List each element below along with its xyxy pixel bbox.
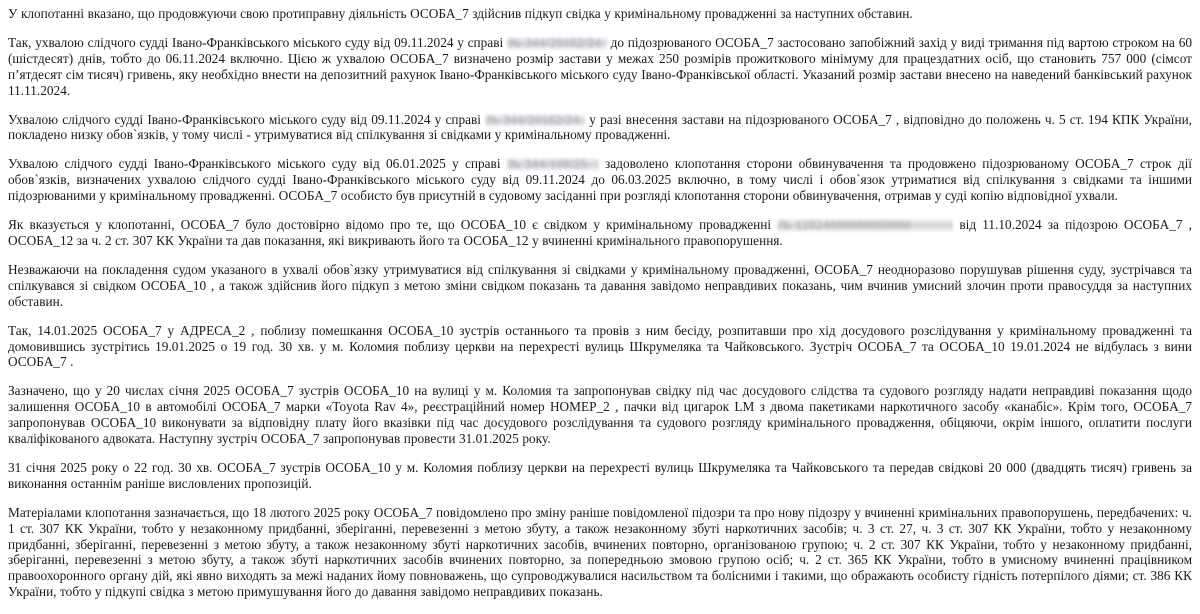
paragraph <box>8 505 1192 600</box>
redacted-case-number: № 344/20182/24 <box>507 37 607 50</box>
paragraph-text: Матеріалами клопотання зазначається, що 18 лютого 2025 року ОСОБА_7 повідомлено про зміну раніше повідомленої підозри та про нову підозру у вчиненні кримінальних правопорушень, передбачених: ч. 1 ст. 307 КК України, тобто у незаконному придбанні, зберіганні, перевезенні з метою збуту, а також незаконному збуті наркотичних засобів; ч. 3 ст. 27, ч. 3 ст. 307 КК України, тобто у незаконному придбанні, зберіганні, перевезенні з метою збуту, а також незаконному збуті наркотичних засобів, вчинених повторно, організованою групою; ч. 2 ст. 307 КК України, тобто у незаконному придбанні, зберіганні, перевезенні з метою збуту, а також збуті наркотичних засобів вчинених повторно, за попередньою змовою групою осіб; ч. 2 ст. 365 КК України, тобто в умисному вчиненні працівником правоохоронного органу дій, які явно виходять за межі наданих йому повноважень, що супроводжувалися насильством та болісними і такими, що ображають особисту гідність потерпілого діями; ст. 386 КК України, тобто у підкупі свідка з метою примушування його до давання завідомо неправдивих показань. <box>8 504 1192 600</box>
paragraph <box>8 156 1192 204</box>
paragraph-text: У клопотанні вказано, що продовжуючи свою протиправну діяльність ОСОБА_7 здійснив підкуп свідка у кримінальному провадженні за наступних обставин. <box>8 6 913 21</box>
paragraph-text: у разі внесення застави на підозрюваного ОСОБА_7 , відповідно до положень ч. 5 ст. 194 КПК України, покладено низку обов`язків, у тому числі - утримуватися від спілкування зі свідками у кримінальному провадженні. <box>8 111 1193 143</box>
paragraph <box>8 6 1192 22</box>
paragraph <box>8 112 1192 144</box>
paragraph <box>8 35 1192 99</box>
paragraph <box>8 460 1192 492</box>
redacted-case-number: № 344/108/25 <box>507 158 599 171</box>
paragraph-text: до підозрюваного ОСОБА_7 застосовано запобіжний захід у виді тримання під вартою строком на 60 (шістдесят) днів, тобто до 06.11.2024 включно. Цією ж ухвалою ОСОБА_7 визначено розмір застави у межах 250 розмірів прожиткового мінімуму для працездатних осіб, що становить 757 000 (сімсот п’ятдесят сім тисяч) гривень, яку необхідно внести на депозитний рахунок Івано-Франківського міського суду Івано-Франківської області. Указаний розмір застави внесено на наведений банківський рахунок 11.11.2024. <box>8 34 1192 98</box>
paragraph-text: Ухвалою слідчого судді Івано-Франківського міського суду від 09.11.2024 у справі <box>8 111 486 127</box>
paragraph <box>8 262 1192 310</box>
paragraph-text: задоволено клопотання сторони обвинувачення та продовжено підозрюваному ОСОБА_7 строк дії обов`язків, визначених ухвалою слідчого судді Івано-Франківського міського суду від 09.11.2024 до 06.03.2025 включно, в тому числі і обов`язок утриматися від спілкування з свідками та іншими підозрюваними у кримінальному провадженні. ОСОБА_7 особисто був присутній в судовому засіданні при розгляді клопотання сторони обвинувачення, отримав у суді копію відповідної ухвали. <box>8 156 1192 204</box>
paragraph-text: Як вказується у клопотанні, ОСОБА_7 було достовірно відомо про те, що ОСОБА_10 є свідком у кримінальному провадженні <box>8 217 778 233</box>
paragraph <box>8 217 1192 249</box>
paragraph-text: Незважаючи на покладення судом указаного в ухвалі обов`язку утримуватися від спілкування зі свідками у кримінальному провадженні, ОСОБА_7 неодноразово порушував рішення суду, зустрічався та спілкувався зі свідком ОСОБА_10 , а також здійснив його підкуп з метою зміни свідком показань та давання завідомо неправдивих показань, чим вчинив умисний злочин проти правосуддя за наступних обставин. <box>8 261 1192 309</box>
redacted-case-number: № 12024000000000000 <box>777 219 953 232</box>
paragraph <box>8 323 1192 371</box>
paragraph-text: Ухвалою слідчого судді Івано-Франківського міського суду від 06.01.2025 у справі <box>8 156 507 172</box>
paragraph <box>8 383 1192 447</box>
redacted-case-number: № 344/20182/24 <box>485 114 585 127</box>
paragraph-text: Так, 14.01.2025 ОСОБА_7 у АДРЕСА_2 , поблизу помешкання ОСОБА_10 зустрів останнього та провів з ним бесіду, розпитавши про хід досудового розслідування у кримінальному провадженні та домовившись зустрітись 19.01.2025 о 19 год. 30 хв. у м. Коломия поблизу церкви на перехресті вулиць Шкрумеляка та Чайковського. Зустріч ОСОБА_7 та ОСОБА_10 19.01.2024 не відбулась з вини ОСОБА_7 . <box>8 322 1192 370</box>
paragraph-text: Так, ухвалою слідчого судді Івано-Франківського міського суду від 09.11.2024 у справі <box>8 34 507 50</box>
paragraph-text: 31 січня 2025 року о 22 год. 30 хв. ОСОБА_7 зустрів ОСОБА_10 у м. Коломия поблизу церкви на перехресті вулиць Шкрумеляка та Чайковського та передав свідкові 20 000 (двадцять тисяч) гривень за виконання останнім раніше висловлених пропозицій. <box>8 459 1192 491</box>
paragraph-text: Зазначено, що у 20 числах січня 2025 ОСОБА_7 зустрів ОСОБА_10 на вулиці у м. Коломия та запропонував свідку під час досудового слідства та судового розгляду надати неправдиві показання щодо залишення ОСОБА_10 в автомобілі ОСОБА_7 марки «Toyota Rav 4», реєстраційний номер НОМЕР_2 , пачки від цигарок LM з двома пакетиками наркотичного засобу «канабіс». Крім того, ОСОБА_7 запропонував ОСОБА_10 виконувати за відповідну плату його вказівки під час досудового розслідування та судового розгляду кримінального провадження, обіцяючи, окрім іншого, оплатити послуги кваліфікованого адвоката. Наступну зустріч ОСОБА_7 запропонував провести 31.01.2025 року. <box>8 383 1192 447</box>
paragraph-text: від 11.10.2024 за підозрою ОСОБА_7 , ОСОБА_12 за ч. 2 ст. 307 КК України та дав показання, які викривають його та ОСОБА_12 у вчиненні кримінального правопорушення. <box>8 217 1192 248</box>
